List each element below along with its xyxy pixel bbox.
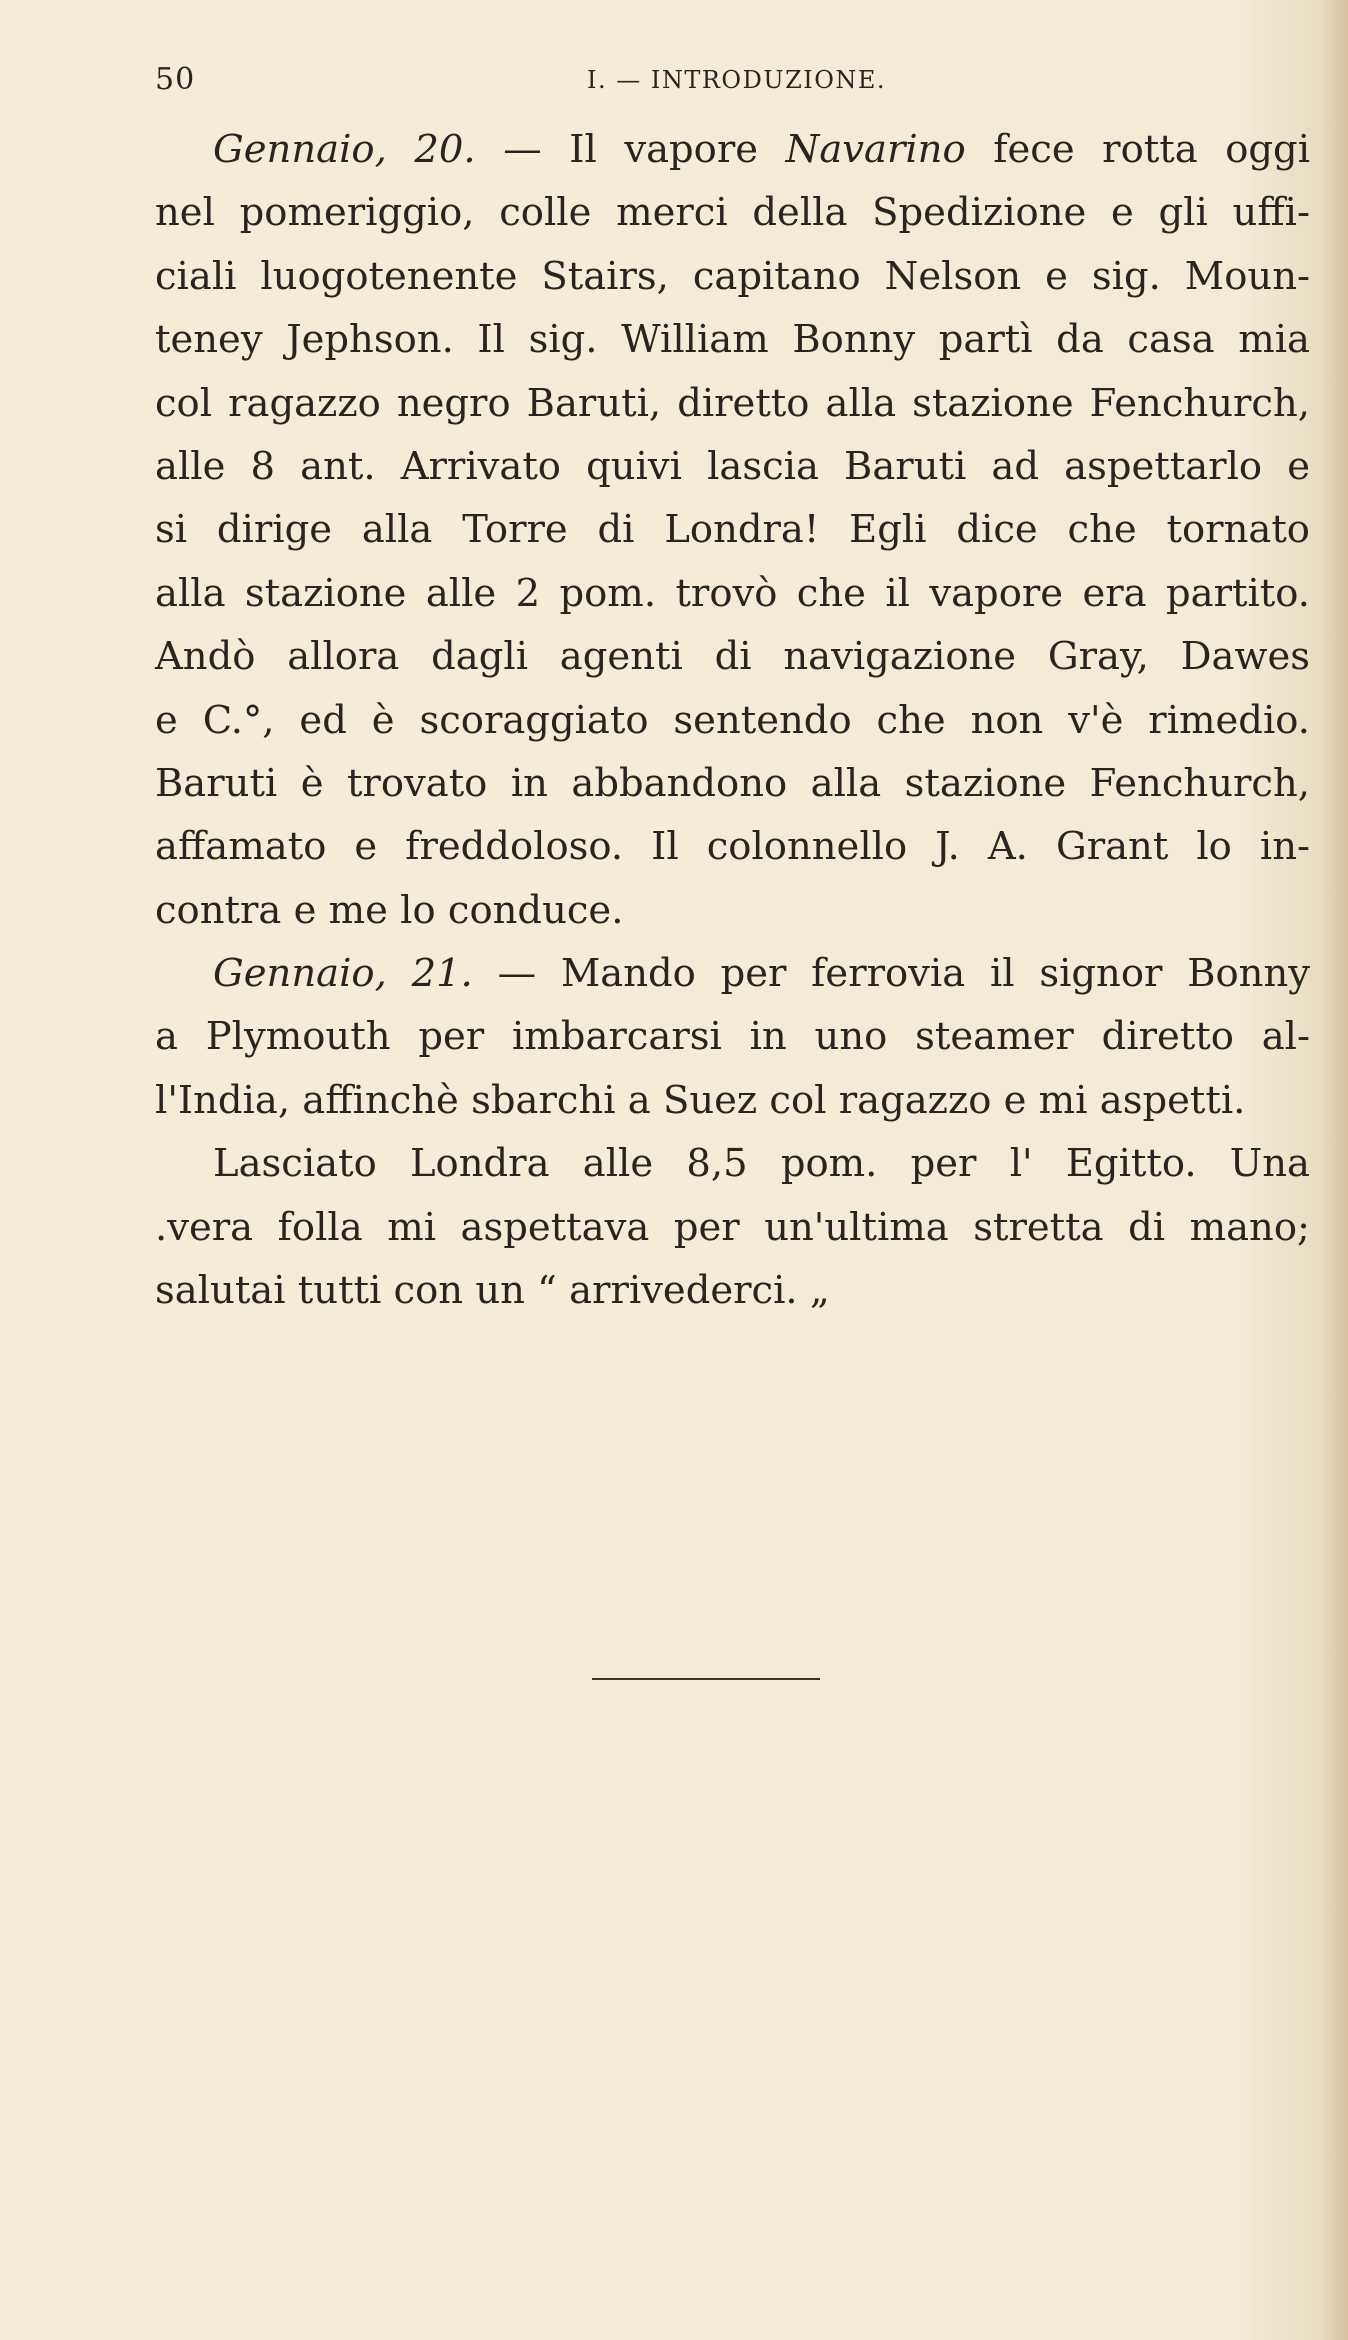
section-end-rule <box>592 1678 820 1680</box>
paragraph-line: .vera folla mi aspettava per un'ultima stretta di mano; <box>155 1204 1310 1250</box>
running-head <box>155 62 1305 102</box>
paragraph-line: Baruti è trovato in abbandono alla stazione Fenchurch, <box>155 760 1310 806</box>
entry-date: Gennaio, 21. <box>213 951 473 997</box>
paragraph-line: salutai tutti con un “ arrivederci. „ <box>155 1268 830 1314</box>
paragraph-line: ciali luogotenente Stairs, capitano Nelson e sig. Moun- <box>155 253 1310 299</box>
paragraph-line: Andò allora dagli agenti di navigazione Gray, Dawes <box>155 634 1310 680</box>
paragraph-line: alla stazione alle 2 pom. trovò che il vapore era partito. <box>155 570 1310 616</box>
body-text <box>155 118 1310 1322</box>
ship-name: Navarino <box>785 127 966 172</box>
paragraph-line: nel pomeriggio, colle merci della Spedizione e gli uffi- <box>155 190 1310 236</box>
paragraph-line: Lasciato Londra alle 8,5 pom. per l' Egitto. Una <box>213 1141 1310 1187</box>
paragraph-line: l'India, affinchè sbarchi a Suez col ragazzo e mi aspetti. <box>155 1077 1246 1123</box>
paragraph-line: Gennaio, 20. — Il vapore Navarino fece rotta oggi <box>213 127 1311 172</box>
paragraph-line: Gennaio, 21. — Mando per ferrovia il signor Bonny <box>213 951 1311 997</box>
paragraph-line: affamato e freddoloso. Il colonnello J. A. Grant lo in- <box>155 824 1310 870</box>
page-edge-shadow <box>1322 0 1348 2340</box>
entry-date: Gennaio, 20. <box>213 127 476 172</box>
paragraph-line: teney Jephson. Il sig. William Bonny partì da casa mia <box>155 317 1310 363</box>
paragraph-line: si dirige alla Torre di Londra! Egli dice che tornato <box>155 507 1310 553</box>
paragraph-line: alle 8 ant. Arrivato quivi lascia Baruti ad aspettarlo e <box>155 443 1310 489</box>
paragraph-line: contra e me lo conduce. <box>155 887 624 933</box>
section-title: I. — INTRODUZIONE. <box>587 66 887 94</box>
page-number: 50 <box>155 62 196 97</box>
paragraph-line: col ragazzo negro Baruti, diretto alla stazione Fenchurch, <box>155 380 1310 426</box>
paragraph-line: a Plymouth per imbarcarsi in uno steamer diretto al- <box>155 1014 1310 1060</box>
paragraph-line: e C.°, ed è scoraggiato sentendo che non v'è rimedio. <box>155 697 1310 743</box>
